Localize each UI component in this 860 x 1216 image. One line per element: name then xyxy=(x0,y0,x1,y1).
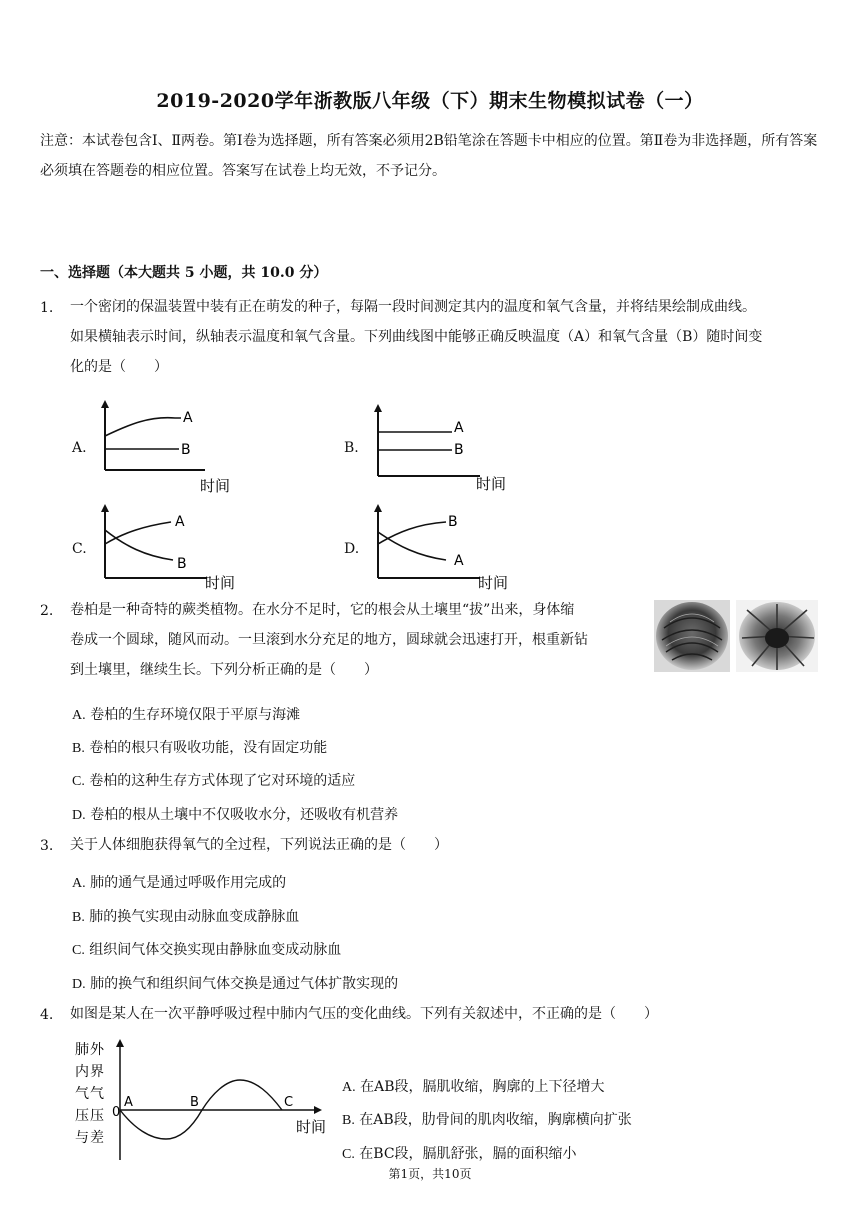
q1b-curve-a-label: A xyxy=(454,420,464,436)
section-heading: 一、选择题（本大题共 5 小题，共 10.0 分） xyxy=(40,265,328,281)
ylabel-2-5: 差 xyxy=(90,1130,104,1146)
q3-stem: 关于人体细胞获得氧气的全过程，下列说法正确的是（ ） xyxy=(70,837,448,853)
origin-zero: 0 xyxy=(112,1105,121,1120)
ylabel-2-1: 外 xyxy=(90,1042,104,1058)
q3-option-c[interactable]: C. 组织间气体交换实现由静脉血变成动脉血 xyxy=(72,942,342,958)
point-a: A xyxy=(124,1095,133,1110)
q2-option-a[interactable]: A. 卷柏的生存环境仅限于平原与海滩 xyxy=(72,707,301,723)
q4-option-a[interactable]: A. 在AB段，膈肌收缩，胸廓的上下径增大 xyxy=(342,1079,605,1095)
q1-option-c-letter: C. xyxy=(72,541,87,557)
q1-line3: 化的是（ ） xyxy=(70,359,168,375)
q1d-curve-b-label: A xyxy=(454,553,464,569)
q1c-curve-b-label: B xyxy=(177,556,187,572)
q2-stem xyxy=(70,595,640,685)
q2-option-d[interactable]: D. 卷柏的根从土壤中不仅吸收水分，还吸收有机营养 xyxy=(72,807,399,823)
q1b-curve-b-label: B xyxy=(454,442,464,458)
selaginella-photos xyxy=(652,598,820,674)
exam-note: 注意：本试卷包含Ⅰ、Ⅱ两卷。第Ⅰ卷为选择题，所有答案必须用2B铅笔涂在答题卡中相应的位置。第Ⅱ卷为非选择题，所有答案必须填在答题卷的相应位置。答案写在试卷上均无效，不予记分。 xyxy=(40,133,818,179)
q1-stem xyxy=(70,292,830,382)
q2-option-b[interactable]: B. 卷柏的根只有吸收功能，没有固定功能 xyxy=(72,740,328,756)
q1-option-b-letter: B. xyxy=(344,440,359,456)
q4-option-b[interactable]: B. 在AB段，肋骨间的肌肉收缩，胸廓横向扩张 xyxy=(342,1112,632,1128)
q4-pressure-chart xyxy=(70,1036,335,1162)
q1c-xlabel: 时间 xyxy=(205,574,236,592)
q4-xlabel: 时间 xyxy=(296,1118,327,1136)
q1-option-a-graph xyxy=(95,398,255,498)
q2-line2: 卷成一个圆球，随风而动。一旦滚到水分充足的地方，圆球就会迅速打开，根重新钻 xyxy=(70,632,588,648)
q2-option-c[interactable]: C. 卷柏的这种生存方式体现了它对环境的适应 xyxy=(72,773,356,789)
q3-option-b[interactable]: B. 肺的换气实现由动脉血变成静脉血 xyxy=(72,909,300,925)
q2-line1: 卷柏是一种奇特的蕨类植物。在水分不足时，它的根会从土壤里“拔”出来，身体缩 xyxy=(70,602,575,618)
ylabel-1-5: 与 xyxy=(75,1130,89,1146)
ylabel-2-3: 气 xyxy=(90,1086,104,1102)
ylabel-1-2: 内 xyxy=(75,1064,89,1080)
ylabel-1-1: 肺 xyxy=(75,1042,89,1058)
q3-number: 3. xyxy=(40,838,54,854)
q1-option-d-letter: D. xyxy=(344,541,360,557)
q1-option-d-graph xyxy=(368,502,528,594)
q1b-xlabel: 时间 xyxy=(476,475,507,493)
ylabel-2-4: 压 xyxy=(90,1108,104,1124)
q1-line2: 如果横轴表示时间，纵轴表示温度和氧气含量。下列曲线图中能够正确反映温度（A）和氧气含量（B）随时间变 xyxy=(70,329,763,345)
q1-number: 1. xyxy=(40,300,54,316)
page-title: 2019-2020学年浙教版八年级（下）期末生物模拟试卷（一） xyxy=(156,90,704,112)
q1-option-a-letter: A. xyxy=(72,440,87,456)
q1a-curve-b-label: B xyxy=(181,442,191,458)
q3-option-d[interactable]: D. 肺的换气和组织间气体交换是通过气体扩散实现的 xyxy=(72,976,399,992)
q4-option-c[interactable]: C. 在BC段，膈肌舒张，膈的面积缩小 xyxy=(342,1146,577,1162)
page-footer: 第1页，共10页 xyxy=(388,1167,472,1181)
q2-line3: 到土壤里，继续生长。下列分析正确的是（ ） xyxy=(70,662,378,678)
q1a-curve-a-label: A xyxy=(183,410,193,426)
point-b: B xyxy=(190,1095,199,1110)
q1-line1: 一个密闭的保温装置中装有正在萌发的种子，每隔一段时间测定其内的温度和氧气含量，并将结果绘制成曲线。 xyxy=(70,299,756,315)
q4-stem: 如图是某人在一次平静呼吸过程中肺内气压的变化曲线。下列有关叙述中，不正确的是（ ） xyxy=(70,1006,658,1022)
ylabel-1-3: 气 xyxy=(75,1086,89,1102)
q1-option-c-graph xyxy=(95,502,255,594)
point-c: C xyxy=(284,1095,294,1110)
q1d-xlabel: 时间 xyxy=(478,574,509,592)
q4-number: 4. xyxy=(40,1007,54,1023)
ylabel-2-2: 界 xyxy=(90,1064,104,1080)
q1-option-b-graph xyxy=(368,402,528,502)
q1d-curve-a-label: B xyxy=(448,514,458,530)
ylabel-1-4: 压 xyxy=(75,1108,89,1124)
q1c-curve-a-label: A xyxy=(175,514,185,530)
q1a-xlabel: 时间 xyxy=(200,477,231,495)
q3-option-a[interactable]: A. 肺的通气是通过呼吸作用完成的 xyxy=(72,875,287,891)
q2-number: 2. xyxy=(40,603,54,619)
